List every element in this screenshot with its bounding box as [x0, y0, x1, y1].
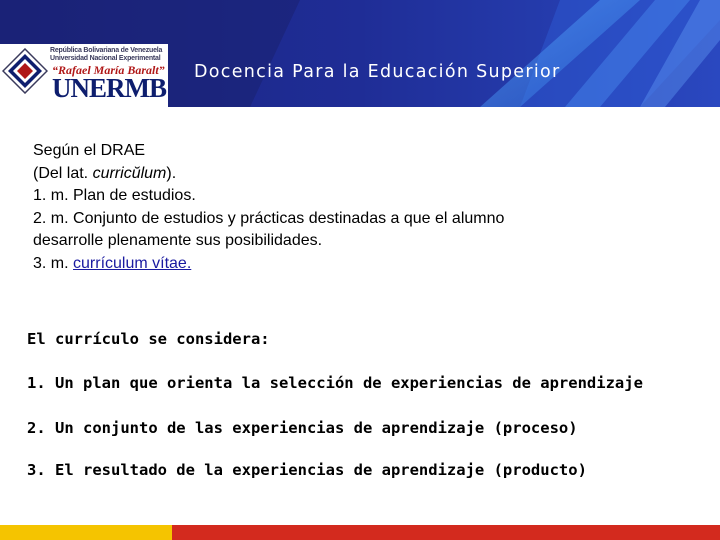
consideration-item-1: 1. Un plan que orienta la selección de experiencias de aprendizaje — [27, 374, 643, 392]
logo-text-name: “Rafael María Baralt” — [52, 63, 165, 77]
footer-bar — [0, 525, 720, 540]
definition-meaning-2a: 2. m. Conjunto de estudios y prácticas destinadas a que el alumno — [33, 209, 505, 227]
etymology-suffix: ). — [166, 164, 177, 182]
etymology-word: curricŭlum — [92, 164, 167, 182]
definition-meaning-2b: desarrolle plenamente sus posibilidades. — [33, 232, 323, 250]
consideration-heading: El currículo se considera: — [27, 330, 270, 348]
logo-text-acronym: UNERMB — [52, 73, 166, 103]
etymology-prefix: (Del lat. — [33, 164, 93, 182]
definition-block — [33, 140, 504, 276]
definition-source: Según el DRAE — [33, 142, 146, 159]
consideration-item-2: 2. Un conjunto de las experiencias de aprendizaje (proceso) — [27, 419, 578, 437]
university-logo — [0, 44, 168, 107]
footer-yellow-segment — [0, 525, 172, 540]
definition-meaning-1: 1. m. Plan de estudios. — [33, 187, 196, 205]
logo-diamond-icon — [2, 48, 48, 94]
logo-text-republic: República Bolivariana de Venezuela — [50, 47, 163, 54]
definition-meaning-3 — [33, 253, 504, 276]
definition-etymology — [33, 163, 504, 186]
slide-title: Docencia Para la Educación Superior — [194, 62, 561, 82]
consideration-item-3: 3. El resultado de la experiencias de aprendizaje (producto) — [27, 461, 587, 479]
curriculum-vitae-link[interactable]: currículum vítae. — [73, 254, 192, 272]
logo-text-university: Universidad Nacional Experimental — [50, 55, 161, 62]
footer-red-segment — [172, 525, 720, 540]
meaning-3-prefix: 3. m. — [33, 254, 74, 272]
